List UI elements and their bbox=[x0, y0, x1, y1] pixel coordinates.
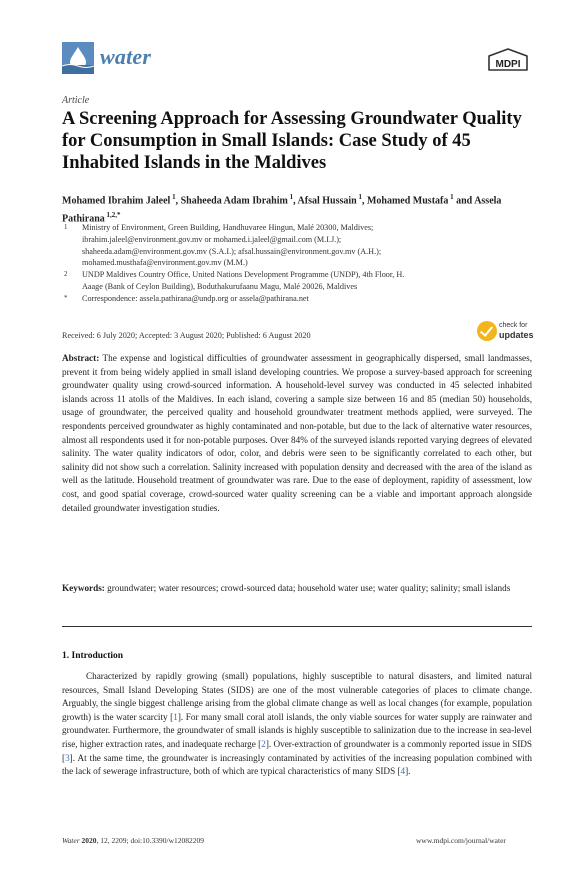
author-name: Assela Pathirana bbox=[62, 195, 502, 225]
abstract-label: Abstract: bbox=[62, 353, 100, 363]
affiliation-line: Ministry of Environment, Green Building, Handhuvaree Hingun, Malé 20300, Maldives; bbox=[82, 223, 374, 232]
author-separator: , bbox=[293, 195, 298, 207]
affiliation-line: Aaage (Bank of Ceylon Building), Boduthakurufaanu Magu, Malé 20026, Maldives bbox=[82, 281, 358, 291]
keywords-text: groundwater; water resources; crowd-sourced data; household water use; water quality; salinity; small islands bbox=[107, 583, 511, 593]
water-drop-logo-icon bbox=[62, 42, 94, 74]
paragraph-text: ]. Over-extraction of groundwater is a commonly reported issue in SIDS [ bbox=[62, 738, 532, 763]
paragraph-text: ]. For many small coral atoll islands, the only viable sources for water supply are rainwater and groundwater. Furthermore, the groundwater of small islands is highly susceptible to salinization due to the increase in sea-level rise, higher extraction rates, and inadequate recharge [ bbox=[62, 711, 532, 749]
abstract bbox=[62, 352, 532, 515]
author-separator: , bbox=[361, 195, 367, 207]
affiliation-mark: 2 bbox=[64, 270, 68, 279]
check-for-updates-badge[interactable] bbox=[477, 320, 535, 346]
section-divider bbox=[62, 626, 532, 627]
affiliations bbox=[62, 222, 532, 305]
keywords bbox=[62, 582, 532, 596]
mdpi-text: MDPI bbox=[495, 59, 521, 70]
section-heading: 1. Introduction bbox=[62, 651, 124, 661]
footer-journal: Water bbox=[62, 836, 80, 845]
badge-line1: check for bbox=[499, 322, 528, 329]
author-name: Mohamed Ibrahim Jaleel bbox=[62, 195, 171, 207]
footer-citation bbox=[62, 836, 204, 845]
affiliation-line: Correspondence: assela.pathirana@undp.org or assela@pathirana.net bbox=[82, 293, 309, 303]
checkmark-icon bbox=[477, 321, 497, 341]
introduction-paragraph bbox=[62, 670, 532, 779]
paragraph-text: Characterized by rapidly growing (small) populations, highly susceptible to natural disasters, and limited natural resources, Small Island Developing States (SIDS) are one of the most vulnerable categories of places to climate change. Arguably, the single biggest challenge arising from the global climate change as well as local changes (for example, population growth) is the water scarcity [ bbox=[62, 671, 532, 722]
keywords-label: Keywords: bbox=[62, 583, 105, 593]
author-affil-mark: 1,2,* bbox=[106, 211, 121, 220]
article-type: Article bbox=[62, 95, 90, 106]
citation-link[interactable]: 1 bbox=[173, 711, 178, 722]
author-separator: and bbox=[453, 195, 475, 207]
publication-dates: Received: 6 July 2020; Accepted: 3 August 2020; Published: 6 August 2020 bbox=[62, 331, 311, 340]
citation-link[interactable]: 2 bbox=[261, 738, 266, 749]
affiliation-mark: * bbox=[64, 293, 68, 302]
affiliation-mark: 1 bbox=[64, 223, 68, 231]
affiliation-line: ibrahim.jaleel@environment.gov.mv or mohamed.i.jaleel@gmail.com (M.I.J.); bbox=[82, 234, 342, 244]
footer-url[interactable]: www.mdpi.com/journal/water bbox=[416, 836, 506, 845]
paragraph-text: ]. bbox=[405, 766, 411, 777]
author-name: Afsal Hussain bbox=[297, 195, 357, 207]
author-separator: , bbox=[175, 195, 181, 207]
footer-citation-rest: , 12, 2209; doi:10.3390/w12082209 bbox=[96, 836, 205, 845]
author-affil-mark: 1 bbox=[172, 193, 176, 201]
affiliation bbox=[62, 269, 532, 293]
author-affil-mark: 1 bbox=[358, 193, 362, 201]
author-affil-mark: 1 bbox=[450, 193, 454, 201]
author-name: Mohamed Mustafa bbox=[366, 195, 449, 207]
abstract-text: The expense and logistical difficulties of groundwater assessment in geographically dispersed, small landmasses, prevent it from being widely applied in small island developing countries. We propose a survey-based approach for screening groundwater quality using crowd-sourced information. A household-level survey was conducted in 45 selected inhabited islands across 11 atolls of the Maldives. In each island, covering a sample size between 16 and 85 (median 50) households, usage of groundwater, the perceived quality and household groundwater treatment methods applied, were surveyed. The respondents perceived groundwater as highly contaminated and non-potable, but due to the lack of alternative water resources, almost all respondents used it for non-potable purposes. Over 84% of the surveyed islands reported varying degrees of elevated salinity. The water quality indicators of odor, color, and debris were seen to be significantly correlated to each other, but salinity did not show such a correlation. Salinity increased with population density and decreased with the area of the island as well as the latitude. Household treatment of groundwater was rare. Due to the ease of deployment, rapidity of assessment, low cost, and good spatial coverage, crowd-sourced water quality screening can be a viable and important approach alongside detailed groundwater investigation studies. bbox=[62, 353, 532, 513]
affiliation-line: shaheeda.adam@environment.gov.mv (S.A.I.); afsal.hussain@environment.gov.mv (A.H.); bbox=[82, 246, 382, 256]
author-affil-mark: 1 bbox=[289, 193, 294, 201]
paper-title: A Screening Approach for Assessing Groundwater Quality for Consumption in Small Islands: Case Study of 45 Inhabited Islands in the Maldives bbox=[62, 109, 522, 173]
badge-line2: updates bbox=[499, 330, 534, 340]
paragraph-text: ]. At the same time, the groundwater is increasingly contaminated by activities of the increasing population combined with the lack of sewerage infrastructure, both of which are typical characteristics of many SIDS [ bbox=[62, 752, 532, 777]
citation-link[interactable]: 3 bbox=[65, 752, 70, 763]
affiliation bbox=[62, 293, 532, 305]
author-name: Shaheeda Adam Ibrahim bbox=[180, 195, 288, 207]
affiliation-line: UNDP Maldives Country Office, United Nations Development Programme (UNDP), 4th Floor, H. bbox=[82, 270, 405, 280]
affiliation-line: mohamed.musthafa@environment.gov.mv (M.M.) bbox=[82, 258, 248, 268]
journal-name: water bbox=[100, 44, 152, 69]
affiliation bbox=[62, 222, 532, 269]
citation-link[interactable]: 4 bbox=[400, 766, 406, 777]
mdpi-logo-icon bbox=[485, 48, 531, 72]
footer-year: 2020 bbox=[81, 836, 97, 845]
